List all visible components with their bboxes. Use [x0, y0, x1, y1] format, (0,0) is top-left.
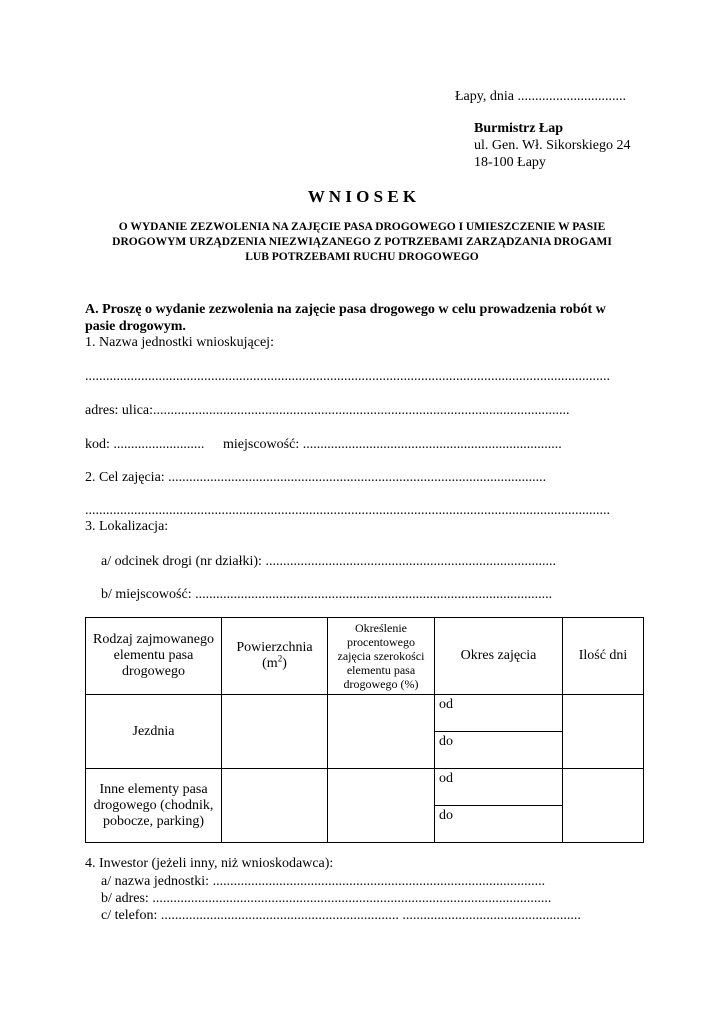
location-label: 3. Lokalizacja: — [85, 519, 169, 534]
row-other-percent-cell[interactable] — [328, 769, 435, 843]
row-roadway-type: Jezdnia — [86, 695, 222, 769]
investor-address-field[interactable]: b/ adres: .................................................................................................................. — [101, 891, 552, 906]
header-area-text: Powierzchnia — [236, 640, 313, 655]
row-other-from[interactable]: od — [435, 769, 563, 806]
row-other-area-cell[interactable] — [222, 769, 328, 843]
header-days: Ilość dni — [563, 618, 644, 695]
document-title: W N I O S E K — [307, 187, 417, 206]
investor-label: 4. Inwestor (jeżeli inny, niż wnioskodawca): — [85, 856, 334, 871]
row-roadway-area-cell[interactable] — [222, 695, 328, 769]
applicant-name-label: 1. Nazwa jednostki wnioskującej: — [85, 335, 274, 350]
header-percent: Określenie procentowego zajęcia szerokości elementu pasa drogowego (%) — [328, 618, 435, 695]
header-area-unit-sup: 2 — [277, 653, 283, 664]
row-other-type: Inne elementy pasa drogowego (chodnik, pobocze, parking) — [86, 769, 222, 843]
row-other-to[interactable]: do — [435, 806, 563, 843]
postal-code-field[interactable]: kod: .......................... — [85, 437, 205, 452]
subtitle-line-1: O WYDANIE ZEZWOLENIA NA ZAJĘCIE PASA DROGOWEGO I UMIESZCZENIE W PASIE — [118, 221, 606, 233]
row-roadway-from[interactable]: od — [435, 695, 563, 732]
address-street-field[interactable]: adres: ulica:....................................................................................................................... — [85, 403, 570, 418]
place-date: Łapy, dnia ............................... — [455, 89, 626, 104]
section-a-heading-1: A. Proszę o wydanie zezwolenia na zajęcie pasa drogowego w celu prowadzenia robót w — [85, 302, 606, 317]
header-period: Okres zajęcia — [435, 618, 563, 695]
header-element-type: Rodzaj zajmowanego elementu pasa drogowego — [86, 618, 222, 695]
recipient-street: ul. Gen. Wł. Sikorskiego 24 — [474, 138, 631, 153]
purpose-field[interactable]: 2. Cel zajęcia: ............................................................................................................ — [85, 470, 547, 485]
investor-phone-field[interactable]: c/ telefon: .................................................................... ................................................... — [101, 908, 581, 923]
recipient-title: Burmistrz Łap — [474, 121, 564, 136]
location-locality-field[interactable]: b/ miejscowość: ...................................................................................................... — [101, 587, 553, 602]
applicant-name-field[interactable]: ...................................................................................................................................................... — [85, 369, 610, 384]
section-a-heading-2: pasie drogowym. — [85, 319, 186, 334]
investor-name-field[interactable]: a/ nazwa jednostki: ............................................................................................... — [101, 874, 546, 889]
header-area-unit-open: (m — [262, 656, 278, 671]
header-area-unit-close: ) — [282, 656, 287, 671]
recipient-city: 18-100 Łapy — [474, 155, 546, 170]
row-roadway-to[interactable]: do — [435, 732, 563, 769]
locality-field[interactable]: miejscowość: .......................................................................... — [223, 437, 562, 452]
subtitle-line-2: DROGOWYM URZĄDZENIA NIEZWIĄZANEGO Z POTRZEBAMI ZARZĄDZANIA DROGAMI — [112, 236, 612, 248]
subtitle-line-3: LUB POTRZEBAMI RUCHU DROGOWEGO — [245, 251, 479, 263]
table-row — [86, 769, 644, 806]
road-section-field[interactable]: a/ odcinek drogi (nr działki): ................................................................................... — [101, 554, 556, 569]
row-roadway-percent-cell[interactable] — [328, 695, 435, 769]
table-row — [86, 695, 644, 732]
table-header-row — [86, 618, 644, 695]
purpose-continuation-field[interactable]: ...................................................................................................................................................... — [85, 503, 610, 518]
header-area — [222, 618, 328, 695]
row-roadway-days-cell[interactable] — [563, 695, 644, 769]
occupation-table — [85, 617, 644, 843]
row-other-days-cell[interactable] — [563, 769, 644, 843]
